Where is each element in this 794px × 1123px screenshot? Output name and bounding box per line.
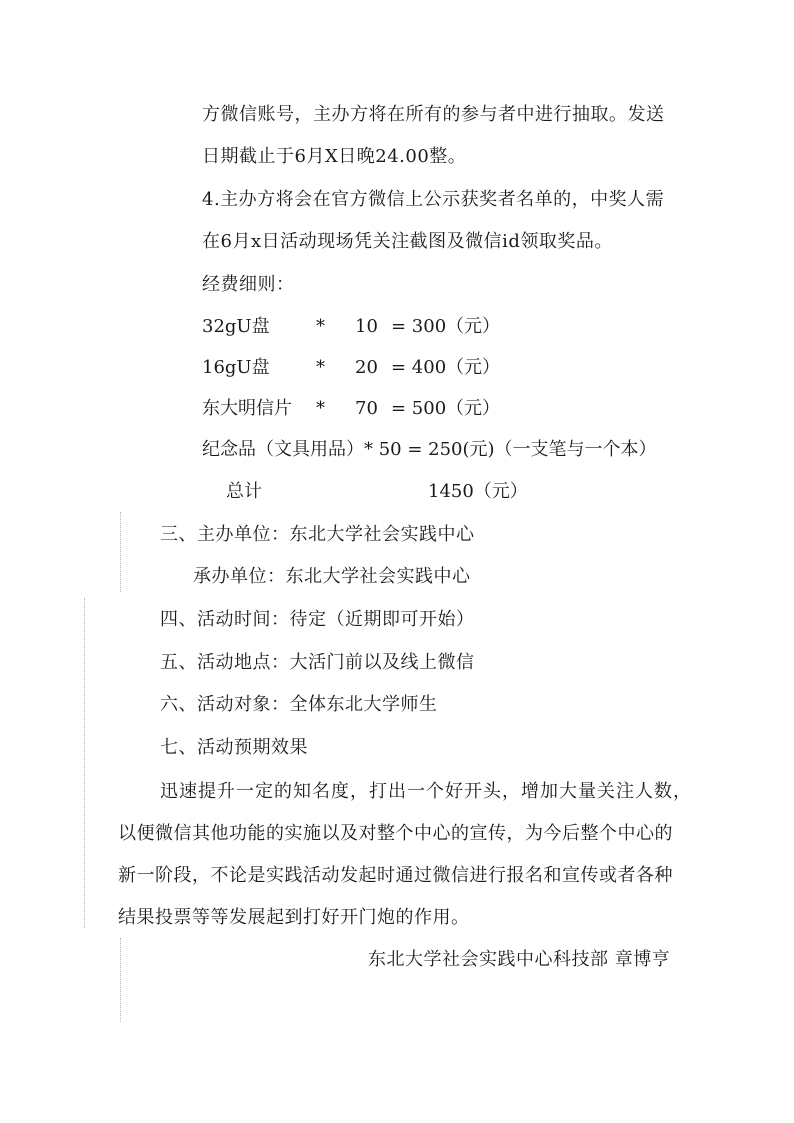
section-target: 六、活动对象：全体东北大学师生 xyxy=(160,694,438,715)
effect-paragraph-line: 结果投票等等发展起到打好开门炮的作用。 xyxy=(118,907,470,928)
section-organizer: 三、主办单位：东北大学社会实践中心 xyxy=(160,524,475,545)
signature: 东北大学社会实践中心科技部 章博亨 xyxy=(368,949,671,970)
budget-op: * xyxy=(316,316,325,337)
budget-op: * xyxy=(316,357,325,378)
margin-mark xyxy=(84,598,85,928)
paragraph-line: 4.主办方将会在官方微信上公示获奖者名单的，中奖人需 xyxy=(202,189,665,210)
section-co-organizer: 承办单位：东北大学社会实践中心 xyxy=(193,566,471,587)
effect-paragraph-line: 以便微信其他功能的实施以及对整个中心的宣传，为今后整个中心的 xyxy=(118,823,673,844)
margin-mark xyxy=(120,938,121,1022)
section-effect: 七、活动预期效果 xyxy=(160,737,308,758)
budget-qty: 10 xyxy=(355,316,378,337)
section-time: 四、活动时间：待定（近期即可开始） xyxy=(160,609,475,630)
paragraph-line: 方微信账号，主办方将在所有的参与者中进行抽取。发送 xyxy=(202,104,665,125)
budget-amount: = 300 xyxy=(391,316,447,337)
budget-qty: 70 xyxy=(355,398,378,419)
budget-amount: = 500 xyxy=(391,398,447,419)
paragraph-line: 在6月x日活动现场凭关注截图及微信id领取奖品。 xyxy=(202,231,613,252)
total-value: 1450（元） xyxy=(428,481,528,502)
budget-op: * xyxy=(316,398,325,419)
budget-item: 16gU盘 xyxy=(202,357,270,378)
paragraph-line: 日期截止于6月X日晚24.00整。 xyxy=(202,146,467,167)
budget-amount: = 400 xyxy=(391,357,447,378)
budget-unit: （元） xyxy=(446,316,500,337)
souvenir-line: 纪念品（文具用品）* 50 = 250(元)（一支笔与一个本） xyxy=(202,439,657,460)
section-place: 五、活动地点：大活门前以及线上微信 xyxy=(160,652,475,673)
budget-item: 东大明信片 xyxy=(202,398,292,419)
budget-item: 32gU盘 xyxy=(202,316,270,337)
effect-paragraph-line: 新一阶段，不论是实践活动发起时通过微信进行报名和宣传或者各种 xyxy=(118,865,673,886)
budget-unit: （元） xyxy=(446,357,500,378)
budget-heading: 经费细则： xyxy=(202,274,295,295)
total-label: 总计 xyxy=(226,481,262,502)
budget-unit: （元） xyxy=(446,398,500,419)
effect-paragraph-line: 迅速提升一定的知名度，打出一个好开头，增加大量关注人数， xyxy=(160,781,692,802)
budget-qty: 20 xyxy=(355,357,378,378)
margin-mark xyxy=(120,512,121,592)
